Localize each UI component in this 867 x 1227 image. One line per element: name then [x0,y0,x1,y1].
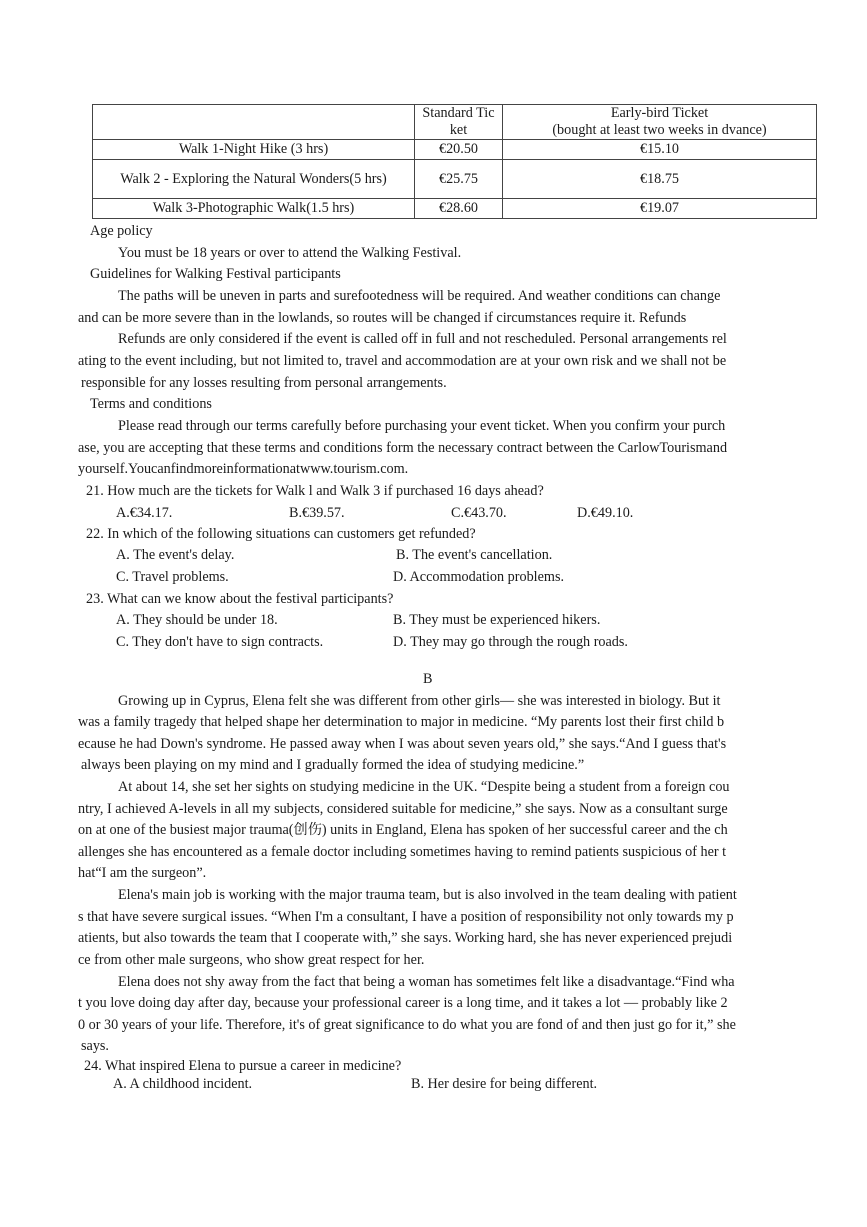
paragraph-line: The paths will be uneven in parts and surefootedness will be required. And weather conditions can change [118,288,721,304]
table-cell-standard-price: €28.60 [415,199,503,219]
paragraph-line: ntry, I achieved A-levels in all my subjects, considered suitable for medicine,” she says. Now as a consultant surge [78,801,728,817]
paragraph-line: Elena's main job is working with the major trauma team, but is also involved in the team dealing with patient [118,887,737,903]
paragraph-line: Elena does not shy away from the fact that being a woman has sometimes felt like a disadvantage.“Find wha [118,974,735,990]
table-row [93,140,817,160]
table-header-cell [93,105,415,140]
table-row [93,160,817,199]
option-23d: D. They may go through the rough roads. [393,634,628,650]
table-header-cell: Standard Tic ket [415,105,503,140]
paragraph-line: s that have severe surgical issues. “When I'm a consultant, I have a position of responsibility not only towards my p [78,909,734,925]
paragraph-line: responsible for any losses resulting from personal arrangements. [81,375,447,391]
question-21: 21. How much are the tickets for Walk l and Walk 3 if purchased 16 days ahead? [86,483,544,499]
paragraph-line: You must be 18 years or over to attend the Walking Festival. [118,245,462,261]
paragraph-line: on at one of the busiest major trauma(创伤) units in England, Elena has spoken of her successful career and the ch [78,822,728,838]
paragraph-line: At about 14, she set her sights on studying medicine in the UK. “Despite being a student from a foreign cou [118,779,730,795]
option-22a: A. The event's delay. [116,547,235,563]
paragraph-line: allenges she has encountered as a female doctor including sometimes having to remind patients suspicious of her t [78,844,727,860]
paragraph-line: yourself.Youcanfindmoreinformationatwww.tourism.com. [78,461,409,477]
question-22: 22. In which of the following situations can customers get refunded? [86,526,476,542]
section-heading-guidelines: Guidelines for Walking Festival participants [90,266,341,282]
paragraph-line: ecause he had Down's syndrome. He passed away when I was about seven years old,” she says.“And I guess that's [78,736,727,752]
question-23: 23. What can we know about the festival participants? [86,591,394,607]
table-cell-walk: Walk 2 - Exploring the Natural Wonders(5 hrs) [93,160,415,199]
paragraph-line: Growing up in Cyprus, Elena felt she was different from other girls— she was interested in biology. But it [118,693,721,709]
paragraph-line: t you love doing day after day, because your professional career is a long time, and it takes a lot — probably like 2 [78,995,728,1011]
option-21b: B.€39.57. [289,505,345,521]
paragraph-line: was a family tragedy that helped shape her determination to major in medicine. “My parents lost their first child b [78,714,725,730]
section-title-b: B [423,671,433,687]
paragraph-line: always been playing on my mind and I gradually formed the idea of studying medicine.” [81,757,585,773]
table-cell-earlybird-price: €19.07 [503,199,817,219]
option-23a: A. They should be under 18. [116,612,278,628]
option-21d: D.€49.10. [577,505,634,521]
option-23b: B. They must be experienced hikers. [393,612,601,628]
table-cell-walk: Walk 1-Night Hike (3 hrs) [93,140,415,160]
paragraph-line: and can be more severe than in the lowlands, so routes will be changed if circumstances require it. Refunds [78,310,687,326]
section-heading-age-policy: Age policy [90,223,153,239]
table-cell-standard-price: €20.50 [415,140,503,160]
option-22d: D. Accommodation problems. [393,569,565,585]
option-21c: C.€43.70. [451,505,507,521]
table-header-cell: Early-bird Ticket (bought at least two weeks in dvance) [503,105,817,140]
section-heading-terms: Terms and conditions [90,396,212,412]
option-22b: B. The event's cancellation. [396,547,553,563]
paragraph-line: says. [81,1038,109,1054]
paragraph-line: ating to the event including, but not limited to, travel and accommodation are at your own risk and we shall not be [78,353,727,369]
paragraph-line: Please read through our terms carefully before purchasing your event ticket. When you confirm your purch [118,418,726,434]
ticket-price-table [92,104,817,219]
paragraph-line: hat“I am the surgeon”. [78,865,207,881]
question-24: 24. What inspired Elena to pursue a career in medicine? [84,1058,402,1074]
paragraph-line: ce from other male surgeons, who show great respect for her. [78,952,425,968]
paragraph-line: ase, you are accepting that these terms and conditions form the necessary contract between the CarlowTourismand [78,440,728,456]
table-cell-walk: Walk 3-Photographic Walk(1.5 hrs) [93,199,415,219]
paragraph-line: 0 or 30 years of your life. Therefore, it's of great significance to do what you are fond of and then just go for it,” she [78,1017,736,1033]
option-24a: A. A childhood incident. [113,1076,253,1092]
option-22c: C. Travel problems. [116,569,229,585]
table-cell-earlybird-price: €18.75 [503,160,817,199]
table-cell-earlybird-price: €15.10 [503,140,817,160]
table-cell-standard-price: €25.75 [415,160,503,199]
paragraph-line: atients, but also towards the team that I cooperate with,” she says. Working hard, she has never experienced prejudi [78,930,733,946]
paragraph-line: Refunds are only considered if the event is called off in full and not rescheduled. Personal arrangements rel [118,331,727,347]
option-21a: A.€34.17. [116,505,173,521]
option-24b: B. Her desire for being different. [411,1076,598,1092]
table-row [93,199,817,219]
table-header-row [93,105,817,140]
option-23c: C. They don't have to sign contracts. [116,634,324,650]
